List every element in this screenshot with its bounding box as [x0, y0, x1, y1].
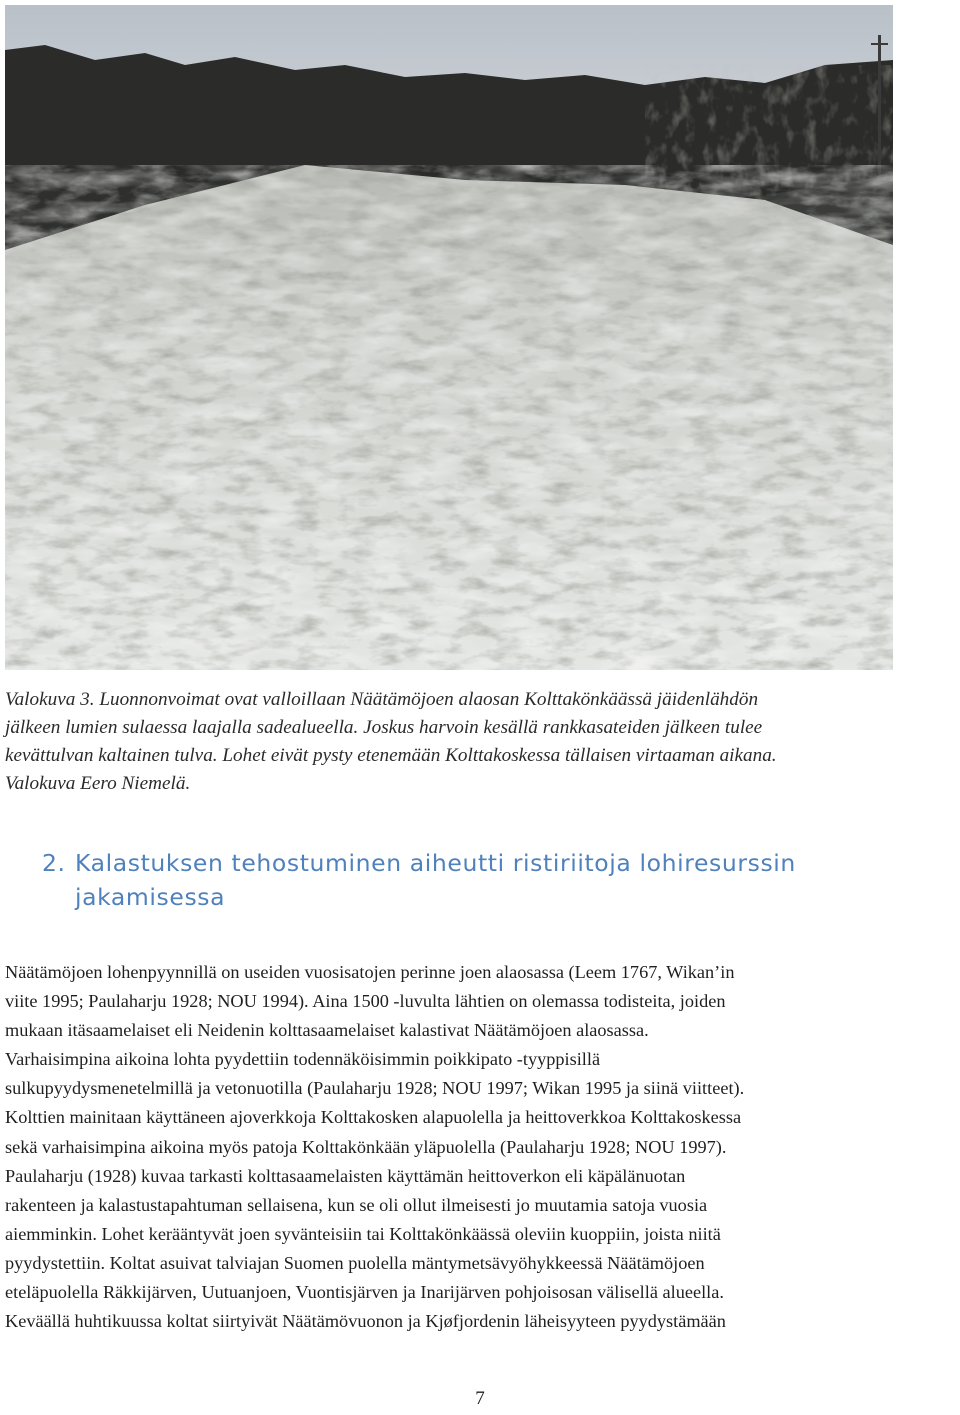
body-line: Paulaharju (1928) kuvaa tarkasti kolttasaamelaisten käyttämän heittoverkon eli käpälänuotan: [5, 1165, 686, 1186]
body-line: aiemminkin. Lohet kerääntyvät joen syvänteisiin tai Kolttakönkäässä oleviin kuoppiin, joista niitä: [5, 1223, 721, 1244]
body-line: rakenteen ja kalastustapahtuman sellaisena, kun se oli ollut ilmeisesti jo muutamia satoja vuosia: [5, 1194, 708, 1215]
body-line: Näätämöjoen lohenpyynnillä on useiden vuosisatojen perinne joen alaosassa (Leem 1767, Wikan’in: [5, 962, 735, 982]
body-line: pyydystettiin. Koltat asuivat talviajan Suomen puolella mäntymetsävyöhykkeessä Näätämöjoen: [5, 1252, 705, 1273]
body-line: mukaan itäsaamelaiset eli Neidenin kolttasaamelaiset kalastivat Näätämöjoen alaosassa.: [5, 1020, 649, 1041]
section-title-line1: Kalastuksen tehostuminen aiheutti ristiriitoja lohiresurssin: [75, 849, 796, 877]
body-line: viite 1995; Paulaharju 1928; NOU 1994). Aina 1500 -luvulta lähtien on olemassa todisteita, joiden: [5, 991, 726, 1012]
photo-caption: [5, 686, 945, 798]
caption-line: Valokuva 3. Luonnonvoimat ovat valloillaan Näätämöjoen alaosan Kolttakönkäässä jäidenlähdön: [5, 689, 759, 710]
body-line: eteläpuolella Räkkijärven, Uutuanjoen, Vuontisjärven ja Inarijärven pohjoisosan välisellä alueella.: [5, 1282, 724, 1303]
body-line: Varhaisimpina aikoina lohta pyydettiin todennäköisimmin poikkipato -tyyppisillä: [5, 1049, 601, 1070]
power-pole: [878, 35, 881, 195]
body-line: sekä varhaisimpina aikoina myös patoja Kolttakönkään yläpuolella (Paulaharju 1928; NOU 1997).: [5, 1136, 727, 1157]
caption-line: jälkeen lumien sulaessa laajalla sadealueella. Joskus harvoin kesällä rankkasateiden jälkeen tulee: [5, 717, 763, 738]
page-number: 7: [475, 1388, 485, 1409]
section-number: 2.: [42, 849, 66, 877]
body-line: sulkupyydysmenetelmillä ja vetonuotilla (Paulaharju 1928; NOU 1997; Wikan 1995 ja siinä viitteet).: [5, 1078, 745, 1099]
body-line: Keväällä huhtikuussa koltat siirtyivät Näätämövuonon ja Kjøfjordenin läheisyyteen pyydystämään: [5, 1311, 726, 1332]
section-heading: [42, 846, 902, 914]
section-title-line2: jakamisessa: [75, 883, 226, 911]
body-line: Kolttien mainitaan käyttäneen ajoverkkoja Kolttakosken alapuolella ja heittoverkkoa Kolttakoskessa: [5, 1107, 742, 1128]
caption-line: kevättulvan kaltainen tulva. Lohet eivät pysty etenemään Kolttakoskessa tällaisen virtaaman aikana.: [5, 745, 777, 766]
river-rapids-photo: [5, 5, 893, 670]
caption-line: Valokuva Eero Niemelä.: [5, 773, 191, 794]
body-paragraph: [5, 958, 960, 1336]
